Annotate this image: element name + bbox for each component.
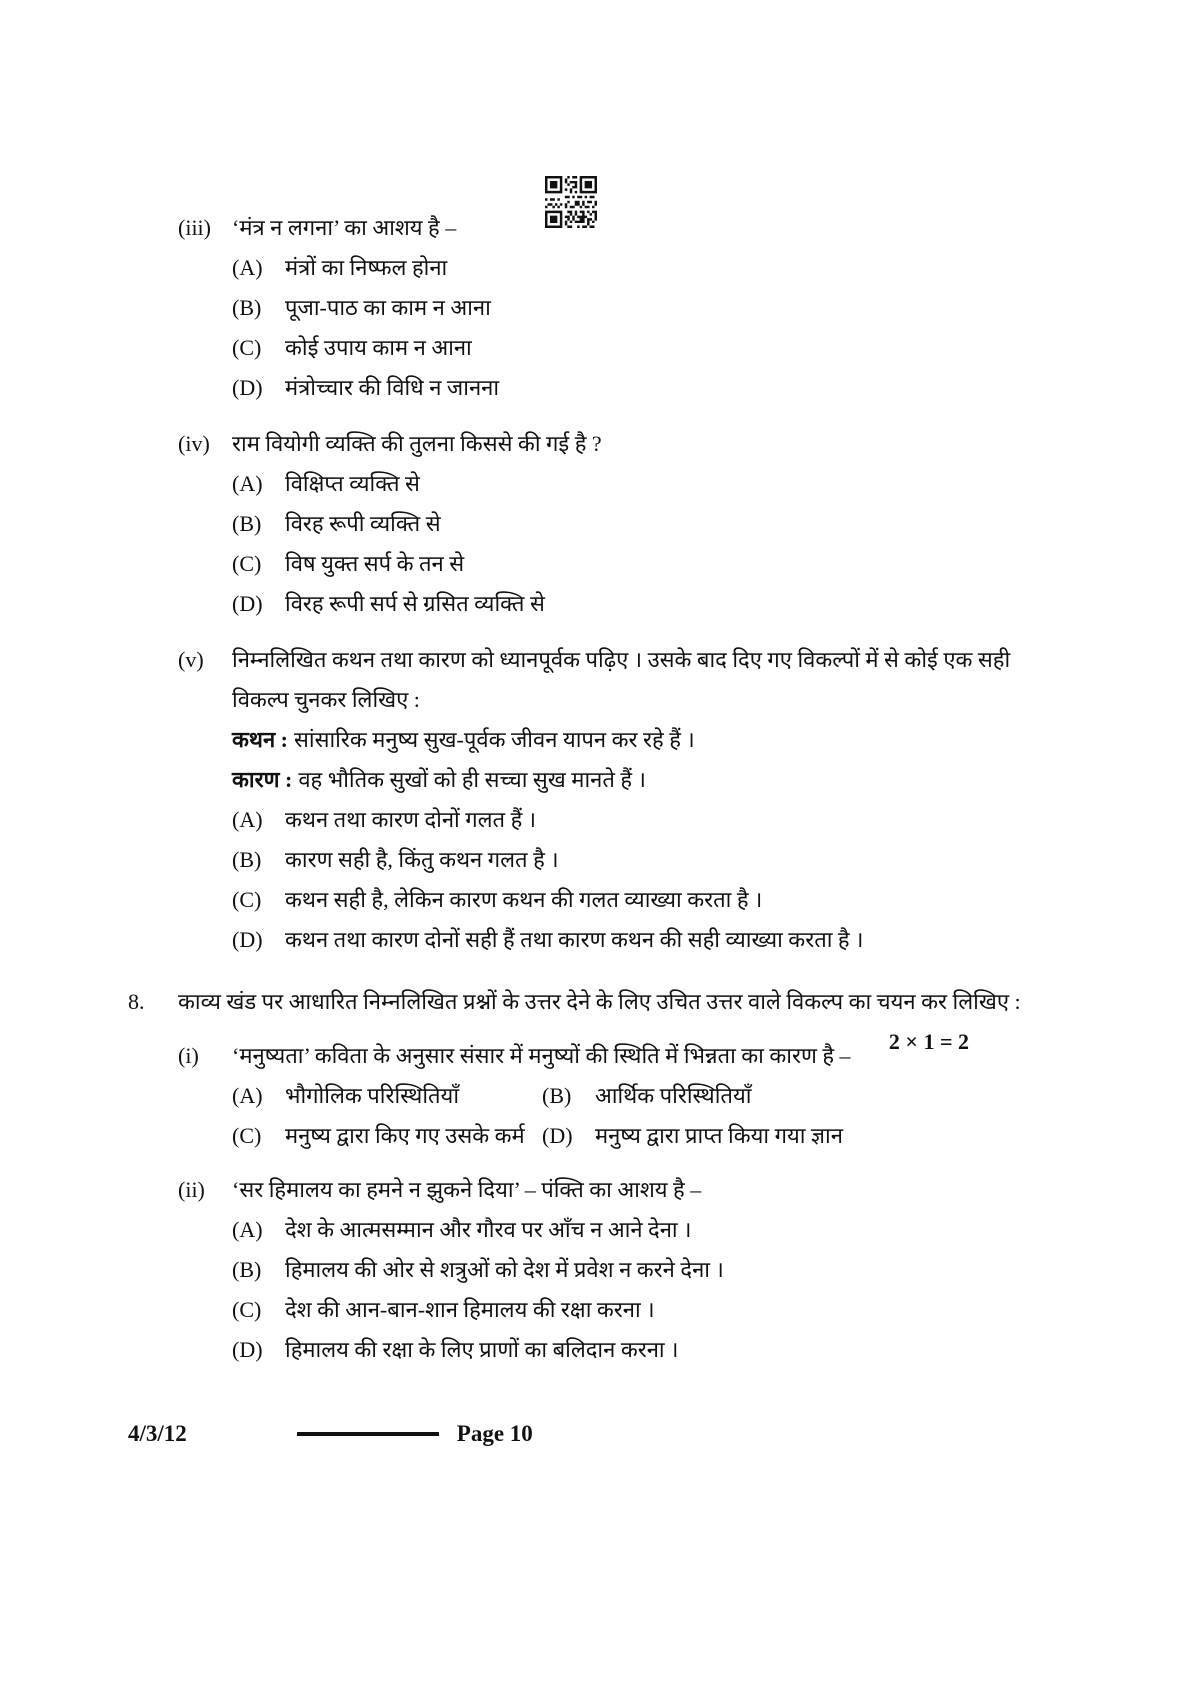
option-label: (B): [542, 1083, 572, 1108]
part-label: (ii): [178, 1177, 205, 1202]
option-row: [232, 1330, 1064, 1370]
option-text: कोई उपाय काम न आना: [285, 335, 472, 360]
question-content: [128, 208, 1064, 1370]
options-list: [232, 248, 1064, 408]
question-part-v: [178, 640, 1064, 960]
option-label: (A): [232, 471, 263, 496]
option-row: [232, 464, 1064, 504]
options-list: [232, 464, 1064, 624]
option-label: (D): [542, 1123, 573, 1148]
option-text: देश के आत्मसम्मान और गौरव पर आँच न आने देना ।: [285, 1217, 692, 1242]
option-row: [232, 1116, 542, 1156]
option-row: [232, 248, 1064, 288]
option-label: (A): [232, 1217, 263, 1242]
option-text: पूजा-पाठ का काम न आना: [285, 295, 491, 320]
option-row: [232, 840, 1064, 880]
assertion-label: कथन :: [232, 727, 288, 752]
option-text: मनुष्य द्वारा प्राप्त किया गया ज्ञान: [595, 1123, 843, 1148]
option-label: (A): [232, 807, 263, 832]
question-part-iv: [178, 424, 1064, 624]
part-head: [178, 208, 1064, 248]
option-label: (B): [232, 847, 262, 872]
option-row: [542, 1116, 1064, 1156]
part-head: [178, 424, 1064, 464]
reason-line: [232, 760, 1064, 800]
option-row: [232, 920, 1064, 960]
page-footer: [128, 1420, 533, 1448]
option-label: (A): [232, 255, 263, 280]
option-row: [232, 368, 1064, 408]
option-row: [232, 800, 1064, 840]
assertion-line: [232, 720, 1064, 760]
reason-label: कारण :: [232, 767, 293, 792]
option-row: [232, 504, 1064, 544]
option-text: आर्थिक परिस्थितियाँ: [595, 1083, 752, 1108]
option-row: [232, 1076, 542, 1116]
question-text: राम वियोगी व्यक्ति की तुलना किससे की गई है ?: [232, 431, 602, 456]
option-row: [232, 584, 1064, 624]
option-text: मनुष्य द्वारा किए गए उसके कर्म: [285, 1123, 525, 1148]
option-text: विरह रूपी सर्प से ग्रसित व्यक्ति से: [285, 591, 545, 616]
option-text: हिमालय की ओर से शत्रुओं को देश में प्रवेश न करने देना ।: [285, 1257, 724, 1282]
footer-divider-line: [297, 1432, 439, 1436]
option-row: [542, 1076, 1064, 1116]
part-label: (v): [178, 647, 204, 672]
option-text: विक्षिप्त व्यक्ति से: [285, 471, 420, 496]
question-text: ‘मंत्र न लगना’ का आशय है –: [232, 215, 457, 240]
question-8: [128, 982, 1064, 1370]
part-label: (iii): [178, 215, 211, 240]
question-text: ‘मनुष्यता’ कविता के अनुसार संसार में मनुष्यों की स्थिति में भिन्नता का कारण है –: [232, 1043, 851, 1068]
option-row: [232, 880, 1064, 920]
option-row: [232, 328, 1064, 368]
option-label: (B): [232, 1257, 262, 1282]
paper-code: 4/3/12: [128, 1421, 187, 1446]
option-text: मंत्रोच्चार की विधि न जानना: [285, 375, 500, 400]
option-text: कथन तथा कारण दोनों सही हैं तथा कारण कथन की सही व्याख्या करता है ।: [285, 927, 864, 952]
option-label: (B): [232, 295, 262, 320]
option-row: [232, 1250, 1064, 1290]
assertion-text: सांसारिक मनुष्य सुख-पूर्वक जीवन यापन कर रहे हैं ।: [294, 727, 695, 752]
reason-text: वह भौतिक सुखों को ही सच्चा सुख मानते हैं ।: [298, 767, 646, 792]
option-label: (C): [232, 1123, 262, 1148]
option-text: देश की आन-बान-शान हिमालय की रक्षा करना ।: [285, 1297, 655, 1322]
options-list: [232, 800, 1064, 960]
option-text: हिमालय की रक्षा के लिए प्राणों का बलिदान करना ।: [285, 1337, 679, 1362]
part-label: (iv): [178, 431, 210, 456]
option-label: (D): [232, 927, 263, 952]
options-grid: [232, 1076, 1064, 1156]
option-label: (B): [232, 511, 262, 536]
option-text: कथन तथा कारण दोनों गलत हैं ।: [285, 807, 537, 832]
question-part-8ii: [178, 1170, 1064, 1370]
option-text: कारण सही है, किंतु कथन गलत है ।: [285, 847, 559, 872]
page-number: Page 10: [456, 1421, 533, 1446]
option-row: [232, 1210, 1064, 1250]
option-label: (C): [232, 887, 262, 912]
question-text: काव्य खंड पर आधारित निम्नलिखित प्रश्नों के उत्तर देने के लिए उचित उत्तर वाले विकल्प का चयन कर लिखिए :: [178, 989, 1021, 1014]
option-text: भौगोलिक परिस्थितियाँ: [285, 1083, 460, 1108]
option-label: (D): [232, 1337, 263, 1362]
option-row: [232, 544, 1064, 584]
part-label: (i): [178, 1043, 199, 1068]
options-list: [232, 1210, 1064, 1370]
option-label: (D): [232, 375, 263, 400]
option-label: (C): [232, 551, 262, 576]
option-row: [232, 1290, 1064, 1330]
option-label: (C): [232, 1297, 262, 1322]
question-text: ‘सर हिमालय का हमने न झुकने दिया’ – पंक्ति का आशय है –: [232, 1177, 702, 1202]
option-text: मंत्रों का निष्फल होना: [285, 255, 448, 280]
option-text: कथन सही है, लेकिन कारण कथन की गलत व्याख्या करता है ।: [285, 887, 763, 912]
question-part-iii: [178, 208, 1064, 408]
question-number: 8.: [128, 989, 145, 1014]
option-text: विष युक्त सर्प के तन से: [285, 551, 465, 576]
option-text: विरह रूपी व्यक्ति से: [285, 511, 441, 536]
part-head: [178, 1170, 1064, 1210]
option-label: (D): [232, 591, 263, 616]
option-row: [232, 288, 1064, 328]
part-head: [178, 640, 1064, 720]
marks-badge: 2 × 1 = 2: [888, 1029, 969, 1054]
option-label: (C): [232, 335, 262, 360]
option-label: (A): [232, 1083, 263, 1108]
question-text: निम्नलिखित कथन तथा कारण को ध्यानपूर्वक पढ़िए । उसके बाद दिए गए विकल्पों में से कोई एक सही विकल्प चुनकर लिखिए :: [232, 647, 1011, 712]
